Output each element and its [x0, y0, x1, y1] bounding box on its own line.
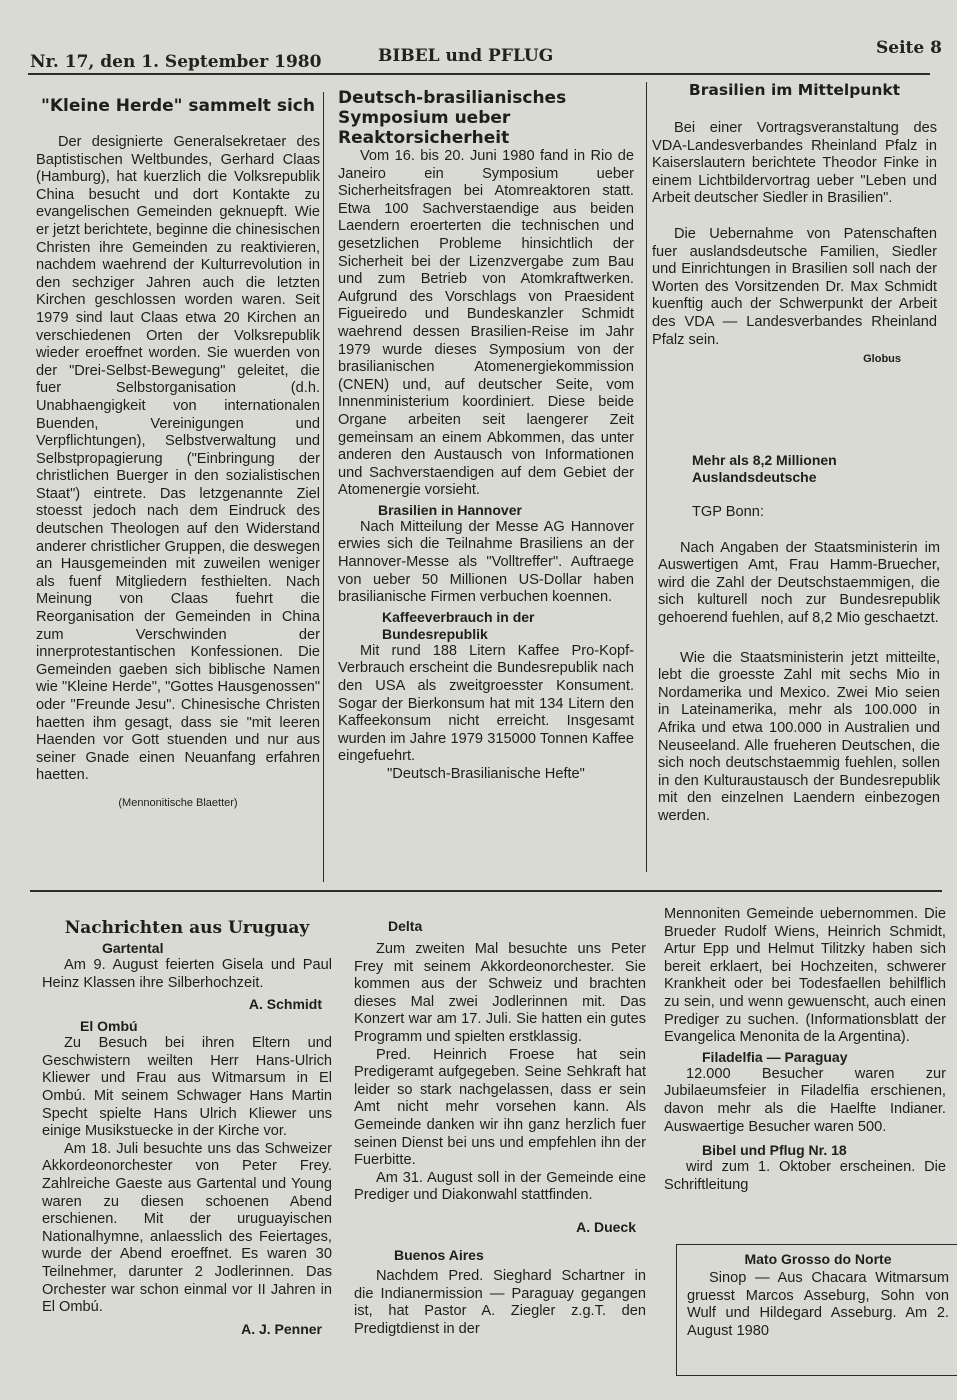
article-body [42, 1035, 332, 1317]
article-author: A. J. Penner [241, 1320, 322, 1337]
article-paragraph: Nachdem Pred. Sieghard Schartner in die Indianermission — Paraguay gegangen ist, hat Pastor A. Ziegler z.g.T. den Predigtdienst in der [354, 1267, 646, 1337]
article-title: Brasilien im Mittelpunkt [688, 81, 901, 99]
article-body [652, 120, 937, 349]
article-kleine-herde [36, 96, 320, 809]
article-paragraph: Der designierte Generalsekretaer des Baptistischen Weltbundes, Gerhard Claas (Hamburg), hat kuerzlich die Volksrepublik China besucht und dort Kontakte zu evangelischen Gemeinden geknuepft. Wie er jetzt berichtete, beginne die chinesischen Christen ihre Gemeinden zu reaktivieren, nachdem waehrend der Kulturrevolution in den sechziger Jahren auch die letzten Kirchen geschlossen worden waren. Seit 1979 sind laut Claas etwa 20 Kirchen an verschiedenen Orten der Volksrepublik wieder eroeffnet worden. Sie wuerden von der "Drei-Selbst-Bewegung" geleitet, die fuer Selbstorganisation (d.h. Unabhaengigkeit von internationalen Buenden, Vereinigungen und Verpflichtungen), Selbstverwaltung und Selbstpropagierung ("Einbringung der christlichen Buerger in den sozialistischen Staat") eintrete. Das letzgenannte Ziel stoesst jedoch nach dem Eindruck des deutschen Theologen auf den Widerstand anderer christlicher Gruppen, die deswegen an Hausgemeinden mit zuweilen weniger als fuenf Mitgliedern festhielten. Nach Meinung von Claas fuehrt die Reorganisation der Gemeinden in China zum Verschwinden der innerprotestantischen Konfessionen. Die Gemeinden gaeben sich biblische Namen wie "Kleine Herde", "Gottes Hausgenossen" oder "Freunde Jesu". Chinesische Christen haetten ihm gesagt, dass sie "mit leeren Haenden vor Gott stuenden und nur aus seiner Gnade einen Neuanfang erfahren haetten. [36, 134, 320, 784]
article-subhead: Bibel und Pflug Nr. 18 [702, 1142, 847, 1159]
article-author: A. Dueck [576, 1218, 636, 1235]
notice-title: Mato Grosso do Norte [744, 1251, 892, 1267]
article-paragraph: Wie die Staatsministerin jetzt mitteilte, lebt die groesste Zahl mit sechs Mio in Nordamerika und Mexico. Zwei Mio seien in Lateinamerika, mehr als 100.000 in Afrika und etwa 100.000 in Australien und Neuseeland. Alle frueheren Deutschen, die sich noch deutschstaemmig fuehlen, sollen in den Kulturaustausch der Bundesrepublik mit den einzelnen Laendern einbezogen werden. [658, 649, 940, 824]
article-body [354, 1268, 646, 1338]
article-title: Buenos Aires [394, 1246, 484, 1263]
article-body [354, 941, 646, 1205]
article-title: Delta [388, 918, 423, 934]
article-subhead: Filadelfia — Paraguay [702, 1048, 848, 1065]
article-title: Mehr als 8,2 Millionen Auslandsdeutsche [692, 452, 837, 485]
column-divider-left [323, 92, 324, 882]
article-subhead: Kaffeeverbrauch in der Bundesrepublik [382, 608, 535, 642]
article-paragraph: Vom 16. bis 20. Juni 1980 fand in Rio de Janeiro ein Symposium ueber Sicherheitsfragen bei Atomreaktoren statt. Etwa 100 Sachverstaendige aus beiden Laendern eroerterten die technischen und gesetzlichen Probleme hinsichtlich der Sicherheit bei der Lizenzvergabe zum Bau und zum Betrieb von Atomkraftwerken. Aufgrund des Vorschlags von Praesident Figueiredo und Bundeskanzler Schmidt waehrend dessen Brasilien-Reise im Jahr 1979 wurde dieses Symposium von der brasilianischen Atomenergiekommission (CNEN) und, auf deutscher Seite, vom Innenministerium koordiniert. Diese beide Organe arbeiten seit laengerer Zeit gemeinsam an einem Abkommen, das unter anderen den Austausch von Informationen und Sachverstaendigen auf dem Gebiet der Atomenergie vorsieht. [338, 148, 634, 499]
article-subhead: El Ombú [80, 1018, 138, 1035]
article-mittelpunkt [652, 80, 937, 368]
article-source: "Deutsch-Brasilianische Hefte" [387, 766, 585, 782]
article-subhead: Gartental [102, 940, 164, 956]
article-symposium [338, 88, 634, 784]
article-dateline: TGP Bonn: [692, 504, 764, 520]
section-rule [30, 890, 942, 892]
article-uruguay [42, 918, 332, 1343]
article-paragraph: Bei einer Vortragsveranstaltung des VDA-Landesverbandes Rheinland Pfalz in Kaiserslautern berichtete Theodor Finke in einem Lichtbildervortrag ueber "Leben und Arbeit deutscher Siedler in Brasilien". [652, 120, 937, 207]
article-body [664, 1159, 946, 1194]
article-paragraph: Am 18. Juli besuchte uns das Schweizer Akkordeonorchester von Peter Frey. Zahlreiche Gaeste aus Gartental und Young waren zu diesen schoenen Abend erschienen. Mit der uruguayischen Nationalhymne, anlaesslich des Feiertages, wurde der Abend eroeffnet. Es waren 30 Teilnehmer, darunter 2 Jodlerinnen. Das Orchester war schon einmal vor II Jahren in El Ombú. [42, 1140, 332, 1316]
article-auslandsdeutsche [658, 450, 940, 826]
article-author: A. Schmidt [248, 996, 322, 1013]
column-divider-right [646, 82, 647, 872]
article-paragraph: Nach Angaben der Staatsministerin im Auswertigen Amt, Frau Hamm-Bruecher, wird die Zahl der Deutschstaemmigen, die sich kulturell noch zur Bundesrepublik gehoerend fuehlen, auf 8,2 Mio geschaetzt. [658, 539, 940, 626]
article-paragraph: Mit rund 188 Litern Kaffee Pro-Kopf-Verbrauch erscheint die Bundesrepublik nach den USA als zweitgroesster Konsument. Sogar der Bierkonsum hat mit 134 Litern den Kaffeekonsum nicht erreicht. Insgesamt wurden im Jahre 1979 315000 Tonnen Kaffee eingefuehrt. [338, 642, 634, 765]
article-paragraph: Pred. Heinrich Froese hat sein Predigeramt aufgegeben. Seine Sehkraft hat leider so stark nachgelassen, dass er sein Amt nicht mehr vorsehen kann. Als Gemeinde danken wir ihn ganz herzlich fuer seinen Dienst bei uns und empfehlen ihn der Fuerbitte. [354, 1046, 646, 1169]
notice-box [676, 1244, 957, 1376]
newspaper-title: BIBEL und PFLUG [378, 46, 554, 66]
masthead-rule [28, 73, 930, 75]
article-subhead: Brasilien in Hannover [378, 501, 522, 518]
article-paragraph: 12.000 Besucher waren zur Jubilaeumsfeier in Filadelfia erschienen, davon mehr als die Haelfte Indianer. Auswaertige Besucher waren 500. [664, 1065, 946, 1135]
notice-paragraph: Sinop — Aus Chacara Witmarsum gruesst Marcos Asseburg, Sohn von Wulf und Hildegard Asseburg. Am 2. August 1980 [687, 1270, 949, 1339]
article-body [36, 134, 320, 785]
article-source: (Mennonitische Blaetter) [118, 796, 238, 809]
article-title: "Kleine Herde" sammelt sich [41, 96, 315, 116]
notice-body [687, 1270, 949, 1340]
article-paragraph: Am 31. August soll in der Gemeinde eine Prediger und Diakonwahl stattfinden. [354, 1169, 646, 1204]
article-title: Deutsch-brasilianisches Symposium ueber Reaktorsicherheit [338, 88, 567, 148]
article-paragraph: wird zum 1. Oktober erscheinen. Die Schriftleitung [664, 1159, 946, 1193]
article-paragraph: Zu Besuch bei ihren Eltern und Geschwistern weilten Herr Hans-Ulrich Kliewer und Frau aus Witmarsum in El Ombú. Mit seinem Schwager Hans Martin Specht spielte Hans Ulrich Kliewer uns einige Musikstuecke in der Kirche vor. [42, 1035, 332, 1140]
article-body [338, 643, 634, 766]
article-paragraph: Mennoniten Gemeinde uebernommen. Die Brueder Rudolf Wiens, Heinrich Schmidt, Artur Epp und Helmut Tilitzky haben sich bereit erklaert, bei Hochzeiten, schwerer Krankheit oder bei Todesfaellen behilflich zu sein, und wenn gewuenscht, auch einen Prediger zu suchen. (Informationsblatt der Evangelica Menonita de la Argentina). [664, 906, 946, 1046]
article-body [658, 540, 940, 826]
article-source: Globus [863, 353, 901, 366]
article-body [664, 1066, 946, 1136]
article-body [338, 148, 634, 500]
article-paragraph: Am 9. August feierten Gisela und Paul Heinz Klassen ihre Silberhochzeit. [42, 957, 332, 991]
article-body [338, 519, 634, 607]
article-mennoniten [664, 906, 946, 1194]
article-paragraph: Die Uebernahme von Patenschaften fuer auslandsdeutsche Familien, Siedler und Einrichtungen in Brasilien soll nach der Worten des Vorsitzenden Dr. Max Schmidt kuenftig auch der Schwerpunkt der Arbeit des VDA — Landesverbandes Rheinland Pfalz sein. [652, 225, 937, 348]
article-paragraph: Nach Mitteilung der Messe AG Hannover erwies sich die Teilnahme Brasiliens an der Hannover-Messe als "Volltreffer". Auftraege von ueber 50 Millionen US-Dollar haben brasilianische Firmen verbuchen koennen. [338, 518, 634, 606]
article-title: Nachrichten aus Uruguay [64, 918, 310, 938]
article-body [42, 957, 332, 992]
article-body [664, 906, 946, 1047]
page-number: Seite 8 [876, 38, 942, 58]
issue-date: Nr. 17, den 1. September 1980 [30, 52, 322, 72]
article-delta [354, 916, 646, 1338]
article-paragraph: Zum zweiten Mal besuchte uns Peter Frey mit seinem Akkordeonorchester. Sie kommen aus der Schweiz und brachten dieses Mal zwei Jodlerinnen mit. Das Konzert war am 17. Juli. Sie hatten ein gutes Programm und spielten erstklassig. [354, 941, 646, 1045]
